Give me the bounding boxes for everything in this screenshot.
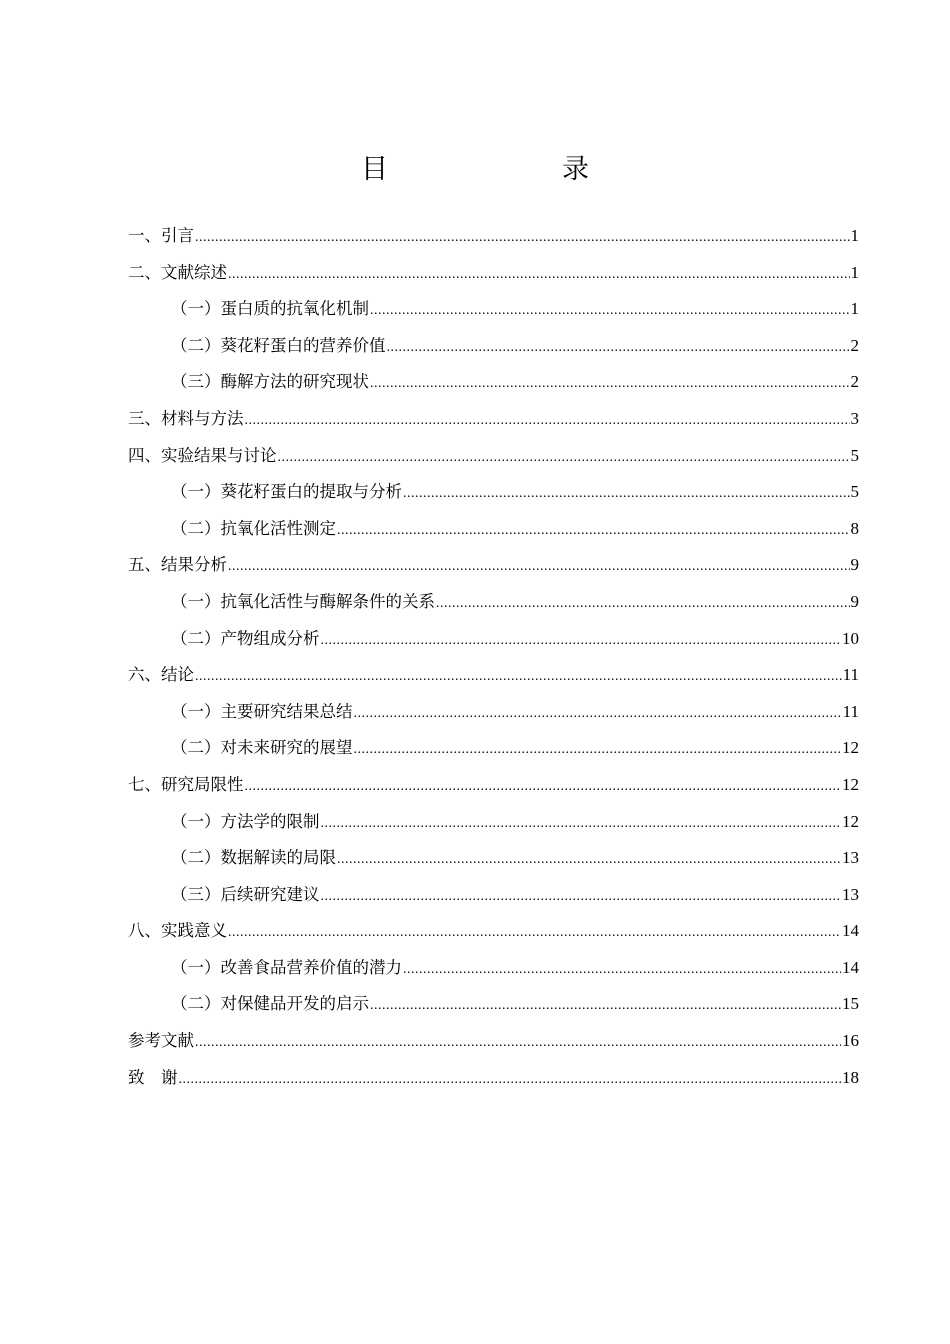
toc-entry-label: （三）酶解方法的研究现状 [171,372,369,392]
toc-entry-page-number: 5 [850,445,859,465]
toc-entry[interactable] [128,438,859,475]
toc-dot-leader [195,220,850,255]
toc-dot-leader [195,1025,841,1060]
toc-dot-leader [403,952,841,987]
toc-entry-label: （三）后续研究建议 [171,884,320,904]
toc-dot-leader [321,623,842,658]
toc-entry-label: （一）主要研究结果总结 [171,701,353,721]
toc-entry[interactable] [128,694,859,731]
toc-entry-page-number: 1 [850,226,859,245]
toc-entry-page-number: 12 [842,774,859,794]
toc-dot-leader [245,403,850,438]
toc-entry[interactable] [128,840,859,877]
toc-dot-leader [370,988,841,1023]
toc-entry-page-number: 14 [842,921,859,941]
toc-entry[interactable] [128,657,859,694]
toc-entry-page-number: 18 [842,1067,859,1087]
toc-entry-label: 三、材料与方法 [128,408,244,428]
toc-dot-leader [370,293,850,328]
toc-entry-label: （二）产物组成分析 [171,628,320,648]
toc-entry-page-number: 2 [850,372,859,392]
toc-dot-leader [321,806,842,841]
toc-dot-leader [370,366,850,401]
toc-entry-page-number: 12 [842,738,859,758]
toc-entry[interactable] [128,877,859,914]
toc-entry-label: 六、结论 [128,665,194,685]
toc-entry-page-number: 9 [850,555,859,575]
toc-entry-page-number: 15 [842,994,859,1014]
toc-entry-page-number: 11 [842,665,859,685]
toc-entry-page-number: 9 [850,591,859,611]
toc-entry-label: （一）抗氧化活性与酶解条件的关系 [171,591,435,611]
toc-entry[interactable] [128,511,859,548]
toc-entry-page-number: 2 [850,335,859,355]
toc-entry[interactable] [128,621,859,658]
toc-entry[interactable] [128,474,859,511]
toc-entry-label: （一）方法学的限制 [171,811,320,831]
toc-entry[interactable] [128,401,859,438]
toc-entry-label: （二）对未来研究的展望 [171,738,353,758]
toc-entry[interactable] [128,950,859,987]
toc-dot-leader [245,769,842,804]
toc-dot-leader [228,257,850,292]
toc-entry-page-number: 5 [850,482,859,502]
toc-entry-page-number: 1 [850,262,859,282]
toc-entry-label: （二）抗氧化活性测定 [171,518,336,538]
toc-entry[interactable] [128,291,859,328]
toc-title: 目 录 [361,154,629,185]
toc-entry[interactable] [128,328,859,365]
toc-entry-page-number: 8 [850,518,859,538]
toc-entry[interactable] [128,767,859,804]
toc-dot-leader [354,696,842,731]
toc-entry-label: 参考文献 [128,1031,194,1051]
toc-entry-label: 八、实践意义 [128,921,227,941]
toc-dot-leader [179,1062,842,1097]
toc-entry[interactable] [128,913,859,950]
toc-entry[interactable] [128,364,859,401]
toc-entry-label: （二）数据解读的局限 [171,848,336,868]
toc-dot-leader [337,513,850,548]
toc-dot-leader [436,586,850,621]
toc-entry-page-number: 13 [842,848,859,868]
toc-entry-page-number: 12 [842,811,859,831]
toc-entry-label: （一）改善食品营养价值的潜力 [171,957,402,977]
toc-entry-label: （一）蛋白质的抗氧化机制 [171,299,369,319]
toc-dot-leader [195,659,842,694]
toc-entry[interactable] [128,1023,859,1060]
toc-entry-label: 五、结果分析 [128,555,227,575]
toc-entry-label: 七、研究局限性 [128,774,244,794]
toc-entry-label: 四、实验结果与讨论 [128,445,277,465]
toc-entry[interactable] [128,730,859,767]
toc-dot-leader [228,549,850,584]
toc-entry-page-number: 13 [842,884,859,904]
toc-entry-label: 一、引言 [128,226,194,245]
toc-entry[interactable] [128,1060,859,1097]
toc-dot-leader [228,915,841,950]
toc-entry[interactable] [128,547,859,584]
toc-dot-leader [403,476,850,511]
toc-entry-label: 致 谢 [128,1067,178,1087]
toc-entry-label: （二）对保健品开发的启示 [171,994,369,1014]
toc-entry[interactable] [128,255,859,292]
toc-entry-page-number: 11 [842,701,859,721]
toc-entry-page-number: 16 [842,1031,859,1051]
toc-dot-leader [354,732,842,767]
toc-entry-label: （一）葵花籽蛋白的提取与分析 [171,482,402,502]
toc-entry[interactable] [128,584,859,621]
toc-dot-leader [387,330,850,365]
toc-dot-leader [321,879,842,914]
toc-entry[interactable] [128,986,859,1023]
toc-dot-leader [337,842,841,877]
toc-entry-page-number: 3 [850,408,859,428]
toc-entry[interactable] [128,804,859,841]
toc-entry[interactable] [128,218,859,255]
toc-entry-label: （二）葵花籽蛋白的营养价值 [171,335,386,355]
toc-entry-label: 二、文献综述 [128,262,227,282]
toc-entry-page-number: 1 [850,299,859,319]
toc-entry-page-number: 10 [842,628,859,648]
toc-entry-page-number: 14 [842,957,859,977]
toc-dot-leader [278,440,850,475]
toc-list [128,218,859,1096]
